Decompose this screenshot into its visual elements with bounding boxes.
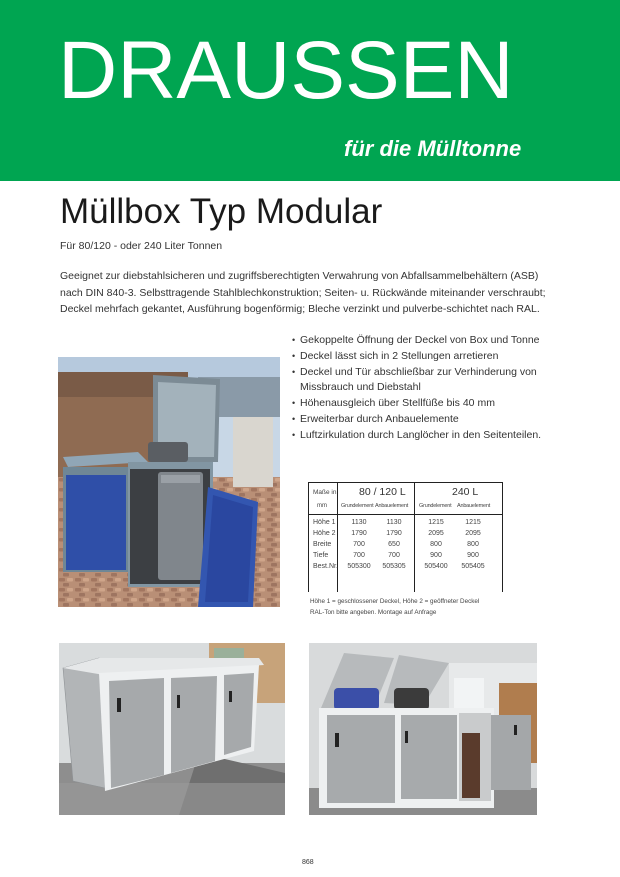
note-line: RAL-Ton bitte angeben. Montage auf Anfrage: [310, 609, 437, 616]
table-row-label: Best.Nr.: [313, 563, 338, 570]
table-cell: 505300: [347, 563, 371, 570]
table-cell: 1130: [386, 519, 402, 526]
feature-item: • Erweiterbar durch Anbauelemente: [292, 412, 582, 428]
table-cell: 700: [353, 541, 365, 548]
photo-blue-single-box: [58, 357, 280, 607]
header-banner: [0, 0, 620, 181]
photo-grey-triple-box: [59, 643, 285, 815]
table-cell: 800: [430, 541, 442, 548]
table-header-divider: [309, 514, 502, 515]
product-description: Geeignet zur diebstahlsicheren und zugriffsberechtigten Verwahrung von Abfallsammelbehältern (ASB) nach DIN 840-3. Selbsttragende Stahlblechkonstruktion; Seiten- u. Rückwände miteinander verschraubt; Deckel mehrfach gekantet, Ausführung bogenförmig; Bleche verzinkt und pulverbe-schichtet nach RAL.: [60, 270, 546, 315]
table-cell: 1790: [386, 530, 402, 537]
table-cell: 650: [388, 541, 400, 548]
table-cell: 1215: [465, 519, 481, 526]
table-column-header: Grundelement: [419, 503, 452, 509]
feature-item: • Deckel lässt sich in 2 Stellungen arretieren: [292, 349, 582, 365]
table-cell: 505400: [424, 563, 448, 570]
product-subtitle: Für 80/120 - oder 240 Liter Tonnen: [60, 240, 223, 252]
table-row-label: Höhe 2: [313, 530, 336, 537]
note-line: Höhe 1 = geschlossener Deckel, Höhe 2 = geöffneter Deckel: [310, 598, 480, 605]
table-header-label: Maße in: [313, 489, 337, 496]
table-cell: 900: [467, 552, 479, 559]
feature-item: • Höhenausgleich über Stellfüße bis 40 mm: [292, 396, 582, 412]
spec-table: [308, 482, 503, 592]
table-cell: 800: [467, 541, 479, 548]
table-column-header: Grundelement: [341, 503, 374, 509]
table-cell: 2095: [465, 530, 481, 537]
product-title: Müllbox Typ Modular: [60, 192, 383, 231]
table-header-unit: mm: [317, 503, 327, 509]
table-cell: 700: [353, 552, 365, 559]
table-notes: [310, 596, 479, 618]
table-group-header: 80 / 120 L: [359, 486, 406, 498]
table-cell: 1130: [351, 519, 367, 526]
table-cell: 505405: [461, 563, 485, 570]
table-row-label: Breite: [313, 541, 332, 548]
feature-list: [292, 333, 582, 444]
page-number: 868: [302, 859, 314, 866]
table-row-label: Höhe 1: [313, 519, 336, 526]
feature-item: • Gekoppelte Öffnung der Deckel von Box und Tonne: [292, 333, 582, 349]
banner-subtitle: für die Mülltonne: [344, 136, 522, 161]
table-cell: 1215: [428, 519, 444, 526]
table-group-header: 240 L: [452, 486, 479, 498]
feature-item: • Luftzirkulation durch Langlöcher in den Seitenteilen.: [292, 428, 582, 444]
table-column-header: Anbauelement: [457, 503, 491, 509]
table-cell: 900: [430, 552, 442, 559]
feature-item: • Deckel und Tür abschließbar zur Verhinderung von Missbrauch und Diebstahl: [292, 365, 582, 397]
photo-grey-triple-box-open: [309, 643, 537, 815]
table-cell: 1790: [351, 530, 367, 537]
table-cell: 505305: [382, 563, 406, 570]
table-cell: 700: [388, 552, 400, 559]
table-row-label: Tiefe: [313, 552, 329, 559]
table-divider: [414, 482, 415, 592]
table-divider: [337, 482, 338, 592]
table-column-header: Anbauelement: [375, 503, 409, 509]
banner-title: DRAUSSEN: [58, 25, 514, 116]
table-cell: 2095: [428, 530, 444, 537]
